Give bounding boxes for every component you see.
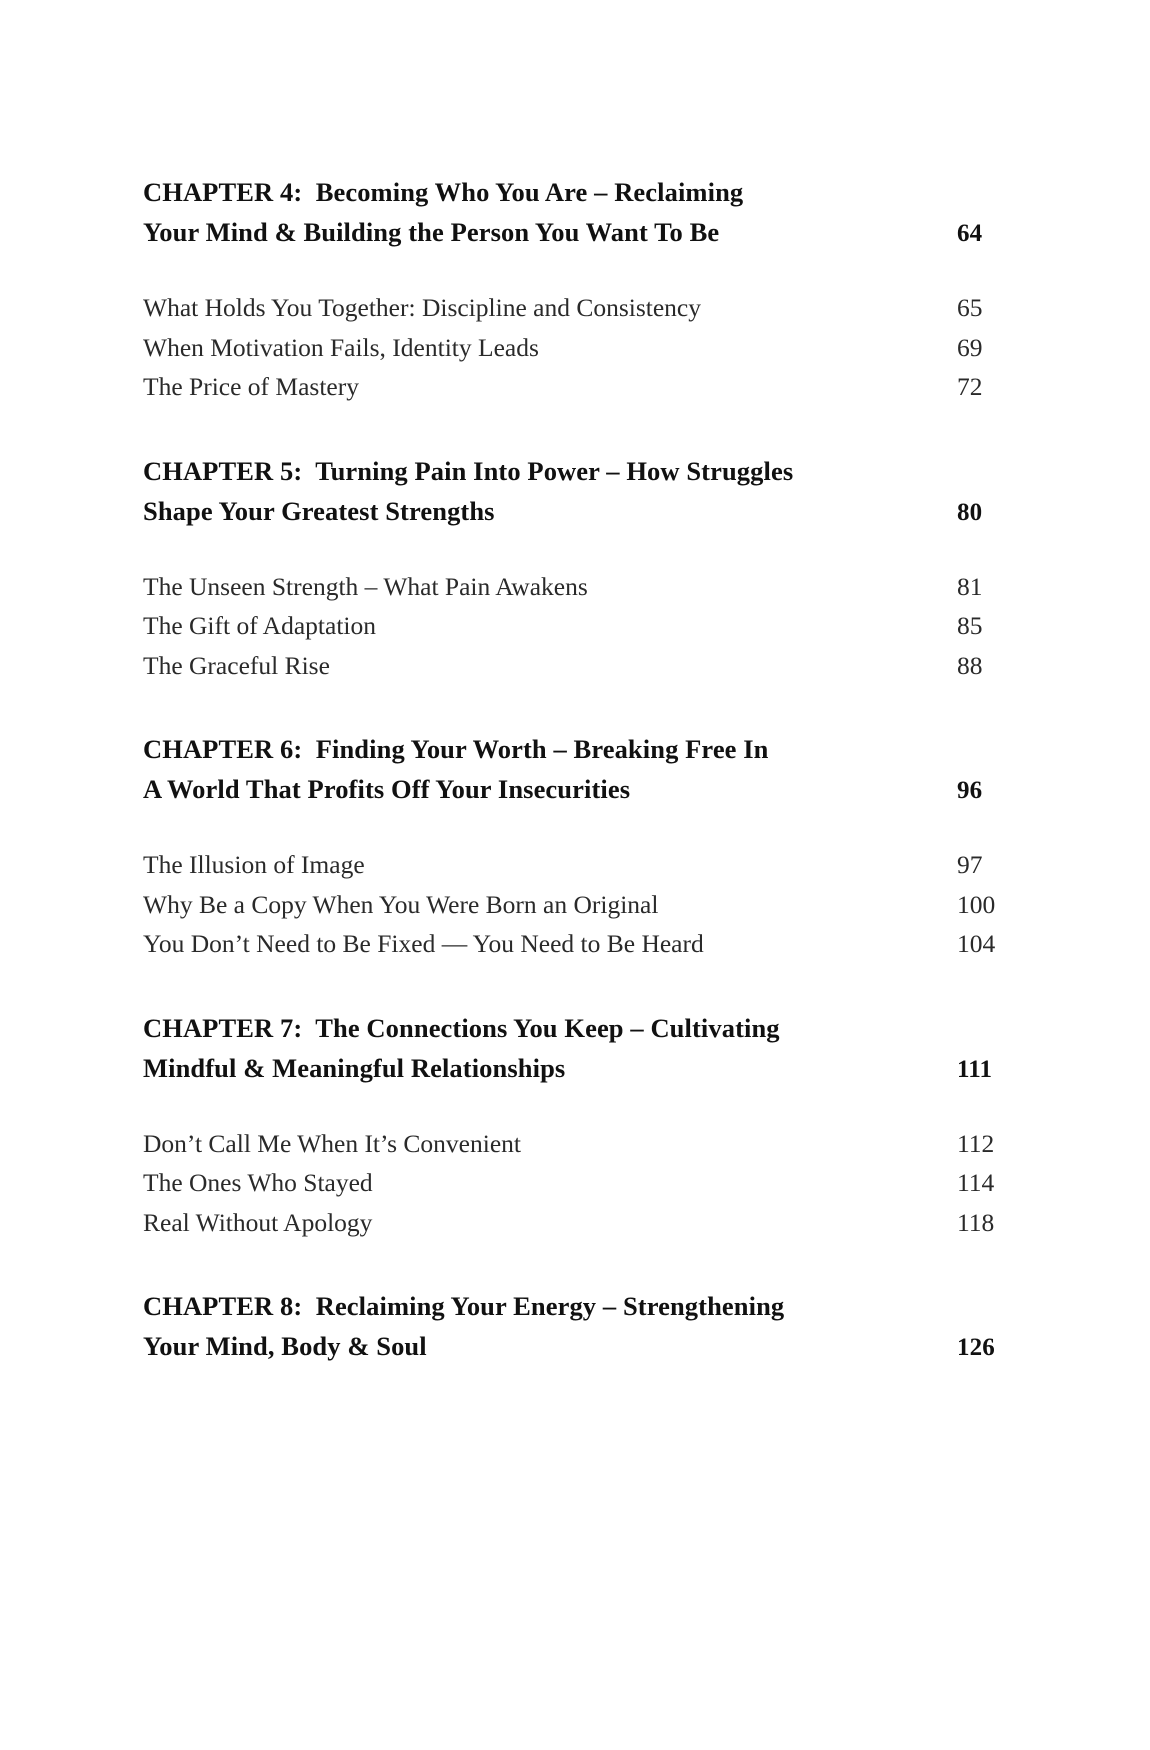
chapter-page-number: 64 [957,220,983,247]
chapter-heading-line [143,212,1015,254]
section-entry[interactable] [143,288,1015,328]
section-page-number: 104 [957,929,996,958]
section-entry[interactable] [143,1163,1015,1203]
block-spacer [143,964,1015,1008]
section-title: The Illusion of Image [143,850,365,879]
section-entry[interactable] [143,924,1015,964]
chapter-heading[interactable] [143,451,1015,533]
chapter-block [143,1286,1015,1368]
chapter-heading[interactable] [143,1008,1015,1090]
section-page-number: 85 [957,611,983,640]
section-entry[interactable] [143,646,1015,686]
chapter-heading-line [143,172,1015,212]
chapter-block [143,172,1015,407]
section-page-number: 69 [957,332,983,362]
section-title: The Graceful Rise [143,650,330,680]
section-entry[interactable] [143,567,1015,607]
section-page-number: 65 [957,293,983,322]
chapter-page-number: 96 [957,777,983,804]
block-spacer [143,407,1015,451]
chapter-title-text: A World That Profits Off Your Insecurities [143,774,631,804]
chapter-title-text: Your Mind & Building the Person You Want To Be [143,217,720,247]
block-spacer [143,1242,1015,1286]
section-page-number: 97 [957,850,983,879]
section-entry[interactable] [143,1203,1015,1243]
section-title: The Price of Mastery [143,372,359,401]
chapter-heading[interactable] [143,1286,1015,1368]
section-entry[interactable] [143,606,1015,646]
section-entry[interactable] [143,1124,1015,1164]
chapter-title-text: CHAPTER 7: The Connections You Keep – Cultivating [143,1012,780,1043]
chapter-page-number: 126 [957,1334,995,1361]
section-list [143,567,1015,686]
chapter-heading[interactable] [143,172,1015,254]
chapter-block [143,729,1015,964]
chapter-heading-line [143,451,1015,491]
chapter-title-text: CHAPTER 5: Turning Pain Into Power – How Struggles [143,455,794,486]
chapter-title-text: Shape Your Greatest Strengths [143,495,495,526]
section-list [143,845,1015,964]
chapter-heading-line [143,729,1015,769]
section-page-number: 112 [957,1128,995,1158]
chapter-block [143,451,1015,686]
section-page-number: 118 [957,1207,995,1237]
section-page-number: 81 [957,571,983,601]
section-page-number: 100 [957,889,996,919]
section-title: The Unseen Strength – What Pain Awakens [143,571,588,601]
section-list [143,288,1015,407]
section-title: Why Be a Copy When You Were Born an Original [143,889,659,919]
section-page-number: 114 [957,1168,995,1197]
section-title: The Ones Who Stayed [143,1168,373,1197]
section-list [143,1124,1015,1243]
section-entry[interactable] [143,328,1015,368]
chapter-page-number: 80 [957,498,983,526]
chapter-title-text: CHAPTER 6: Finding Your Worth – Breaking Free In [143,734,769,764]
section-page-number: 72 [957,372,983,401]
block-spacer [143,685,1015,729]
chapter-title-text: Mindful & Meaningful Relationships [143,1052,566,1083]
section-page-number: 88 [957,650,983,680]
section-title: The Gift of Adaptation [143,611,376,640]
table-of-contents [143,172,1015,1368]
chapter-heading-line [143,1048,1015,1090]
chapter-title-text: Your Mind, Body & Soul [143,1331,427,1361]
chapter-heading-line [143,1326,1015,1368]
section-entry[interactable] [143,845,1015,885]
chapter-heading-line [143,491,1015,533]
chapter-block [143,1008,1015,1243]
section-title: What Holds You Together: Discipline and Consistency [143,293,701,322]
chapter-page-number: 111 [957,1055,993,1083]
chapter-title-text: CHAPTER 4: Becoming Who You Are – Reclaiming [143,177,744,207]
section-entry[interactable] [143,367,1015,407]
section-title: Don’t Call Me When It’s Convenient [143,1128,521,1158]
section-title: Real Without Apology [143,1207,373,1237]
section-title: You Don’t Need to Be Fixed — You Need to Be Heard [143,929,704,958]
chapter-heading-line [143,1286,1015,1326]
chapter-heading[interactable] [143,729,1015,811]
section-title: When Motivation Fails, Identity Leads [143,332,539,362]
chapter-heading-line [143,1008,1015,1048]
section-entry[interactable] [143,885,1015,925]
chapter-heading-line [143,769,1015,811]
chapter-title-text: CHAPTER 8: Reclaiming Your Energy – Strengthening [143,1291,785,1321]
